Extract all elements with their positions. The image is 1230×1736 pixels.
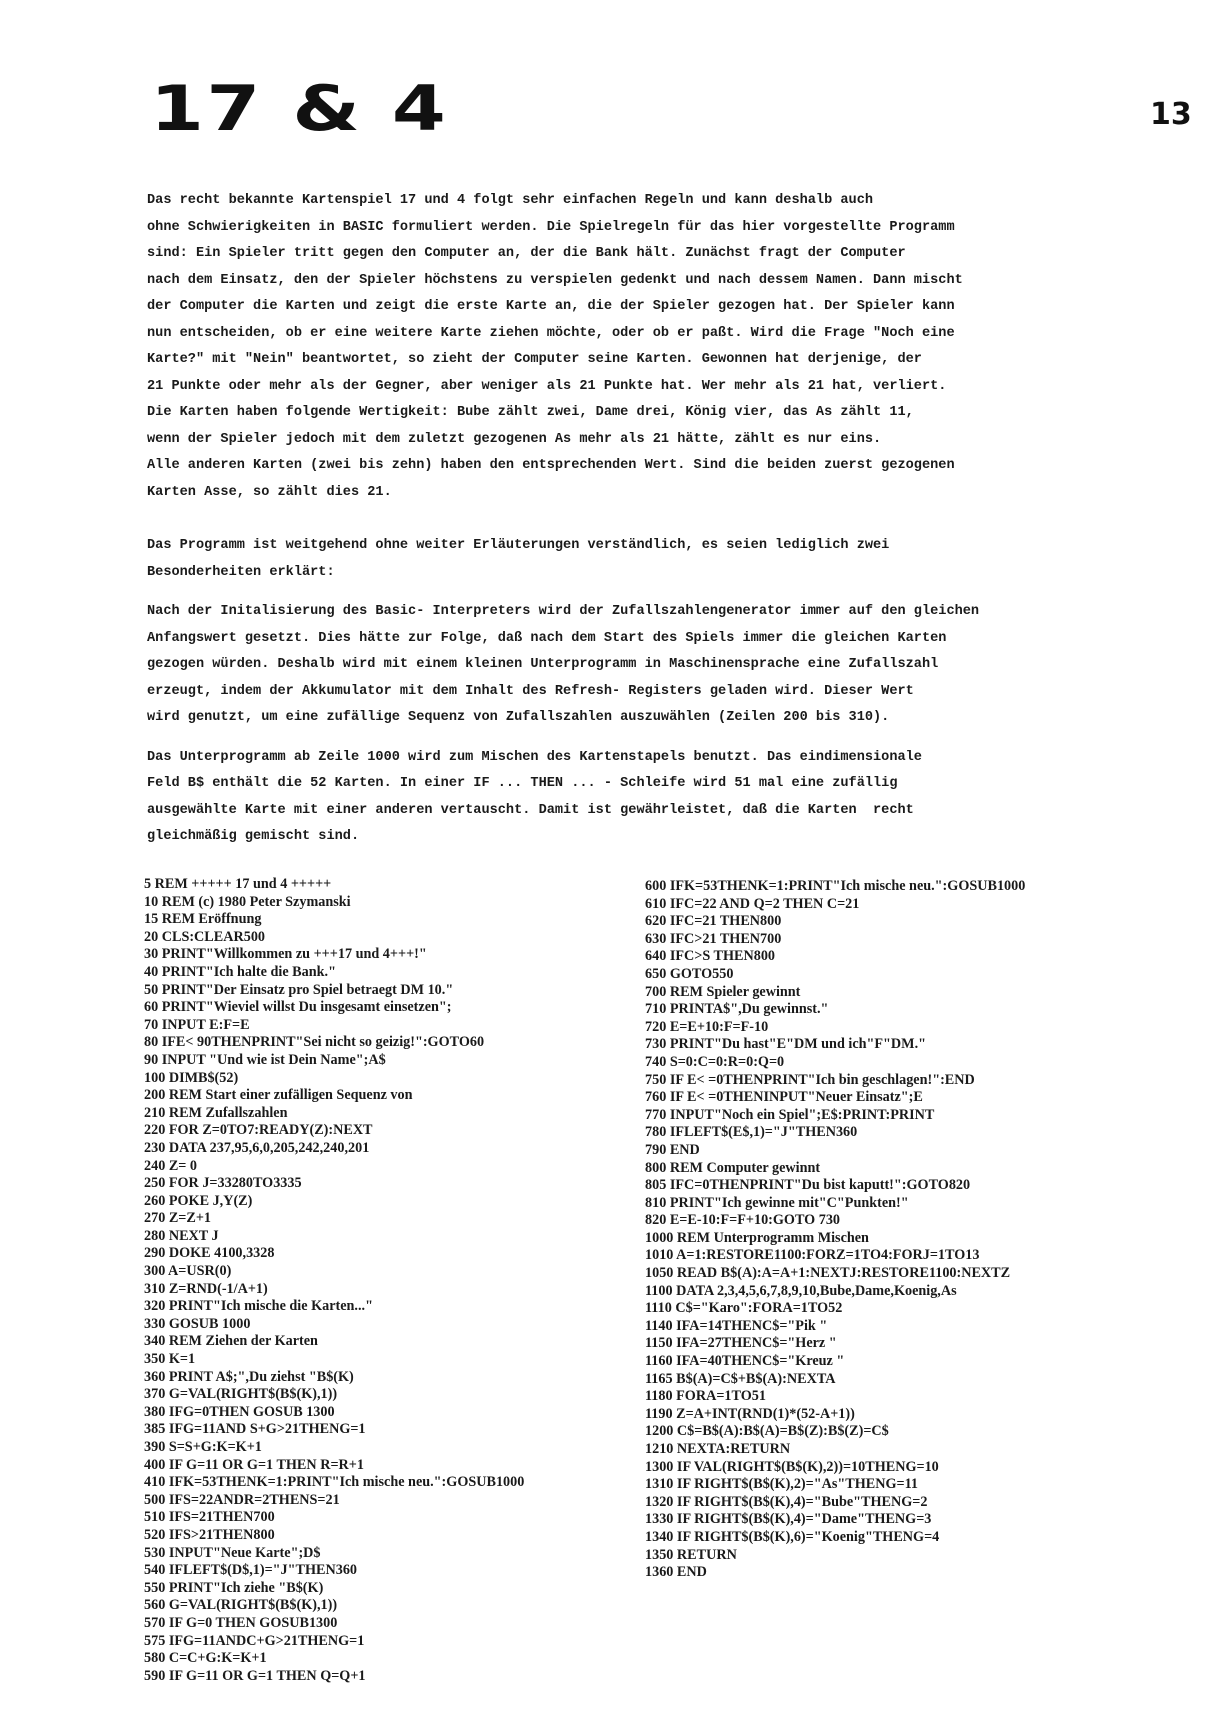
- text-line: Nach der Initalisierung des Basic- Interpreters wird der Zufallszahlengenerator immer auf den gleichen: [147, 604, 980, 619]
- code-line: 300 A=USR(0): [144, 1263, 232, 1280]
- text-line: Karte?" mit "Nein" beantwortet, so zieht der Computer seine Karten. Gewonnen hat derjenige, der: [147, 352, 922, 367]
- text-line: ausgewählte Karte mit einer anderen vertauscht. Damit ist gewährleistet, daß die Karten recht: [147, 802, 914, 818]
- text-line: Karten Asse, so zählt dies 21.: [147, 484, 392, 500]
- page-title: 17 & 4: [150, 72, 449, 145]
- text-line: ohne Schwierigkeiten in BASIC formuliert werden. Die Spielregeln für das hier vorgestellte Programm: [147, 219, 955, 235]
- code-line: 710 PRINTA$",Du gewinnst.": [645, 1001, 829, 1018]
- code-line: 5 REM +++++ 17 und 4 +++++: [144, 876, 332, 892]
- code-line: 80 IFE< 90THENPRINT"Sei nicht so geizig!":GOTO60: [144, 1034, 485, 1051]
- text-line: Das Programm ist weitgehend ohne weiter Erläuterungen verständlich, es seien lediglich zwei: [147, 538, 890, 553]
- text-line: wird genutzt, um eine zufällige Sequenz von Zufallszahlen auszuwählen (Zeilen 200 bis 310).: [147, 710, 890, 725]
- code-line: 1190 Z=A+INT(RND(1)*(52-A+1)): [645, 1405, 855, 1422]
- code-line: 520 IFS>21THEN800: [144, 1526, 275, 1543]
- code-line: 1300 IF VAL(RIGHT$(B$(K),2))=10THENG=10: [645, 1458, 939, 1475]
- code-line: 1165 B$(A)=C$+B$(A):NEXTA: [645, 1370, 836, 1387]
- code-line: 1140 IFA=14THENC$="Pik ": [645, 1317, 828, 1334]
- code-line: 1310 IF RIGHT$(B$(K),2)="As"THENG=11: [645, 1476, 918, 1493]
- paragraph-shuffle: [147, 745, 1107, 851]
- code-line: 600 IFK=53THENK=1:PRINT"Ich mische neu.":GOSUB1000: [645, 878, 1026, 894]
- paragraph-random: [147, 599, 1107, 732]
- code-line: 510 IFS=21THEN700: [144, 1509, 275, 1526]
- code-line: 1050 READ B$(A):A=A+1:NEXTJ:RESTORE1100:NEXTZ: [645, 1265, 1011, 1282]
- code-line: 60 PRINT"Wieviel willst Du insgesamt einsetzen";: [144, 999, 452, 1016]
- code-line: 805 IFC=0THENPRINT"Du bist kaputt!":GOTO820: [645, 1177, 971, 1194]
- code-line: 40 PRINT"Ich halte die Bank.": [144, 963, 336, 980]
- code-line: 1330 IF RIGHT$(B$(K),4)="Dame"THENG=3: [645, 1511, 932, 1528]
- code-line: 100 DIMB$(52): [144, 1069, 239, 1086]
- code-line: 640 IFC>S THEN800: [645, 948, 776, 965]
- code-line: 340 REM Ziehen der Karten: [144, 1333, 318, 1350]
- page-number: 13: [1150, 97, 1192, 132]
- text-line: gleichmäßig gemischt sind.: [147, 829, 360, 844]
- code-line: 30 PRINT"Willkommen zu +++17 und 4+++!": [144, 946, 427, 963]
- code-line: 530 INPUT"Neue Karte";D$: [144, 1544, 321, 1561]
- code-line: 380 IFG=0THEN GOSUB 1300: [144, 1403, 335, 1420]
- text-line: nach dem Einsatz, den der Spieler höchstens zu verspielen gedenkt und nach dessem Namen. Dann mischt: [147, 272, 963, 288]
- code-line: 730 PRINT"Du hast"E"DM und ich"F"DM.": [645, 1036, 926, 1053]
- text-line: Das recht bekannte Kartenspiel 17 und 4 folgt sehr einfachen Regeln und kann deshalb auch: [147, 193, 874, 208]
- code-line: 500 IFS=22ANDR=2THENS=21: [144, 1491, 340, 1508]
- code-line: 540 IFLEFT$(D$,1)="J"THEN360: [144, 1562, 358, 1579]
- code-line: 310 Z=RND(-1/A+1): [144, 1280, 268, 1297]
- code-line: 550 PRINT"Ich ziehe "B$(K): [144, 1579, 324, 1596]
- code-line: 390 S=S+G:K=K+1: [144, 1439, 262, 1455]
- code-line: 370 G=VAL(RIGHT$(B$(K),1)): [144, 1386, 338, 1403]
- text-line: Besonderheiten erklärt:: [147, 564, 335, 580]
- code-line: 1110 C$="Karo":FORA=1TO52: [645, 1300, 843, 1317]
- code-line: 350 K=1: [144, 1351, 196, 1368]
- code-line: 1010 A=1:RESTORE1100:FORZ=1TO4:FORJ=1TO13: [645, 1247, 980, 1264]
- paragraph-gap: [147, 506, 1107, 533]
- text-line: Anfangswert gesetzt. Dies hätte zur Folge, daß nach dem Start des Spiels immer die gleichen Karten: [147, 630, 947, 646]
- text-line: nun entscheiden, ob er eine weitere Karte ziehen möchte, oder ob er paßt. Wird die Frage "Noch eine: [147, 325, 955, 341]
- code-line: 1350 RETURN: [645, 1546, 737, 1563]
- text-line: wenn der Spieler jedoch mit dem zuletzt gezogenen As mehr als 21 hätte, zählt es nur eins.: [147, 431, 882, 447]
- text-line: gezogen würden. Deshalb wird mit einem kleinen Unterprogramm in Maschinensprache eine Zufallszahl: [147, 657, 939, 672]
- code-line: 650 GOTO550: [645, 965, 734, 982]
- text-line: Feld B$ enthält die 52 Karten. In einer IF ... THEN ... - Schleife wird 51 mal eine zufällig: [147, 776, 898, 791]
- code-line: 780 IFLEFT$(E$,1)="J"THEN360: [645, 1124, 858, 1141]
- code-line: 1320 IF RIGHT$(B$(K),4)="Bube"THENG=2: [645, 1493, 928, 1510]
- code-line: 750 IF E< =0THENPRINT"Ich bin geschlagen!":END: [645, 1071, 975, 1088]
- code-line: 630 IFC>21 THEN700: [645, 930, 782, 947]
- code-line: 385 IFG=11AND S+G>21THENG=1: [144, 1421, 366, 1438]
- code-line: 810 PRINT"Ich gewinne mit"C"Punkten!": [645, 1194, 909, 1211]
- code-line: 1180 FORA=1TO51: [645, 1388, 766, 1405]
- code-line: 1210 NEXTA:RETURN: [645, 1441, 791, 1457]
- code-line: 1340 IF RIGHT$(B$(K),6)="Koenig"THENG=4: [645, 1528, 940, 1545]
- intro-text: [147, 188, 1107, 851]
- code-line: 1360 END: [645, 1564, 707, 1581]
- code-line: 820 E=E-10:F=F+10:GOTO 730: [645, 1212, 841, 1229]
- code-line: 260 POKE J,Y(Z): [144, 1192, 253, 1209]
- code-line: 1100 DATA 2,3,4,5,6,7,8,9,10,Bube,Dame,Koenig,As: [645, 1282, 957, 1299]
- code-line: 800 REM Computer gewinnt: [645, 1159, 821, 1176]
- code-line: 1200 C$=B$(A):B$(A)=B$(Z):B$(Z)=C$: [645, 1423, 889, 1440]
- code-line: 290 DOKE 4100,3328: [144, 1245, 275, 1262]
- code-listing-left: [144, 876, 524, 1685]
- code-line: 70 INPUT E:F=E: [144, 1016, 250, 1033]
- text-line: 21 Punkte oder mehr als der Gegner, aber weniger als 21 Punkte hat. Wer mehr als 21 hat, verliert.: [147, 378, 947, 394]
- code-line: 760 IF E< =0THENINPUT"Neuer Einsatz";E: [645, 1089, 923, 1106]
- code-line: 560 G=VAL(RIGHT$(B$(K),1)): [144, 1597, 338, 1614]
- code-line: 210 REM Zufallszahlen: [144, 1104, 288, 1121]
- code-line: 10 REM (c) 1980 Peter Szymanski: [144, 893, 351, 910]
- text-line: der Computer die Karten und zeigt die erste Karte an, die der Spieler gezogen hat. Der Spieler kann: [147, 299, 955, 314]
- text-line: Alle anderen Karten (zwei bis zehn) haben den entsprechenden Wert. Sind die beiden zuerst gezogenen: [147, 458, 955, 473]
- code-line: 700 REM Spieler gewinnt: [645, 983, 801, 1000]
- code-line: 360 PRINT A$;",Du ziehst "B$(K): [144, 1368, 354, 1385]
- code-listing-right: [645, 878, 1025, 1582]
- text-line: erzeugt, indem der Akkumulator mit dem Inhalt des Refresh- Registers geladen wird. Dieser Wert: [147, 683, 914, 699]
- paragraph-gap: [147, 732, 1107, 745]
- code-line: 90 INPUT "Und wie ist Dein Name";A$: [144, 1051, 386, 1068]
- code-line: 280 NEXT J: [144, 1227, 219, 1244]
- code-line: 200 REM Start einer zufälligen Sequenz von: [144, 1087, 413, 1104]
- code-line: 1160 IFA=40THENC$="Kreuz ": [645, 1353, 845, 1370]
- code-line: 320 PRINT"Ich mische die Karten...": [144, 1298, 373, 1315]
- code-line: 20 CLS:CLEAR500: [144, 928, 266, 945]
- code-line: 590 IF G=11 OR G=1 THEN Q=Q+1: [144, 1667, 366, 1684]
- code-line: 790 END: [645, 1141, 700, 1158]
- code-line: 250 FOR J=33280TO3335: [144, 1175, 302, 1192]
- text-line: Das Unterprogramm ab Zeile 1000 wird zum Mischen des Kartenstapels benutzt. Das eindimensionale: [147, 749, 922, 765]
- code-line: 270 Z=Z+1: [144, 1210, 212, 1227]
- code-line: 240 Z= 0: [144, 1157, 198, 1174]
- code-line: 740 S=0:C=0:R=0:Q=0: [645, 1053, 785, 1070]
- code-line: 220 FOR Z=0TO7:READY(Z):NEXT: [144, 1122, 373, 1139]
- code-line: 15 REM Eröffnung: [144, 911, 262, 928]
- paragraph-overview: [147, 533, 1107, 586]
- code-line: 570 IF G=0 THEN GOSUB1300: [144, 1614, 338, 1631]
- code-line: 575 IFG=11ANDC+G>21THENG=1: [144, 1632, 365, 1649]
- paragraph-gap: [147, 586, 1107, 599]
- code-line: 330 GOSUB 1000: [144, 1315, 251, 1332]
- code-line: 410 IFK=53THENK=1:PRINT"Ich mische neu.":GOSUB1000: [144, 1474, 525, 1491]
- code-line: 770 INPUT"Noch ein Spiel";E$:PRINT:PRINT: [645, 1106, 935, 1123]
- text-line: Die Karten haben folgende Wertigkeit: Bube zählt zwei, Dame drei, König vier, das As zählt 11,: [147, 405, 914, 420]
- code-line: 620 IFC=21 THEN800: [645, 913, 782, 930]
- code-line: 1150 IFA=27THENC$="Herz ": [645, 1335, 837, 1352]
- code-line: 400 IF G=11 OR G=1 THEN R=R+1: [144, 1456, 364, 1473]
- code-line: 720 E=E+10:F=F-10: [645, 1018, 769, 1035]
- code-line: 1000 REM Unterprogramm Mischen: [645, 1229, 869, 1246]
- code-line: 580 C=C+G:K=K+1: [144, 1650, 267, 1667]
- paragraph-rules: [147, 188, 1107, 506]
- code-line: 50 PRINT"Der Einsatz pro Spiel betraegt DM 10.": [144, 981, 454, 998]
- code-line: 610 IFC=22 AND Q=2 THEN C=21: [645, 895, 860, 912]
- text-line: sind: Ein Spieler tritt gegen den Computer an, der die Bank hält. Zunächst fragt der Computer: [147, 246, 906, 261]
- code-line: 230 DATA 237,95,6,0,205,242,240,201: [144, 1139, 370, 1156]
